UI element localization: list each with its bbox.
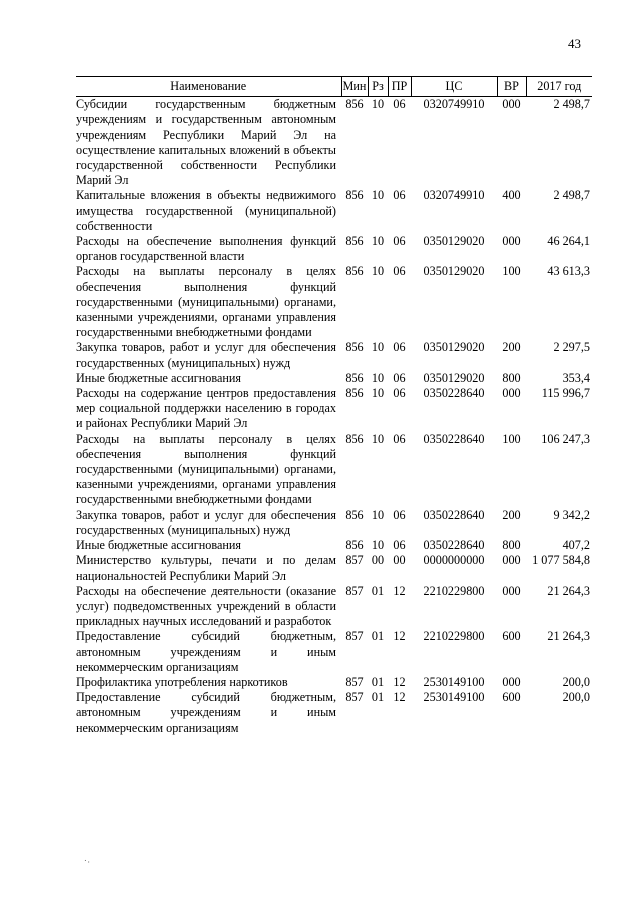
table-row [76,675,592,690]
row-cs: 0350129020 [423,340,485,355]
row-pr: 06 [393,264,406,279]
row-pr: 06 [393,507,406,522]
row-name: Предоставление субсидий бюджетным, автономным учреждениям и иным некоммерческим организациям [76,690,336,735]
row-rz: 01 [371,629,385,644]
header-cs: ЦС [411,77,497,97]
row-name: Предоставление субсидий бюджетным, автономным учреждениям и иным некоммерческим организациям [76,629,336,674]
row-rz: 10 [371,97,385,112]
row-vr: 000 [502,553,521,568]
row-min: 856 [345,188,364,203]
row-cs: 0350129020 [423,234,485,249]
table-row [76,386,592,432]
row-rz: 00 [371,553,385,568]
row-year: 9 342,2 [553,507,590,522]
row-name: Иные бюджетные ассигнования [76,370,242,385]
row-cs: 2210229800 [423,629,485,644]
row-cs: 0350228640 [423,431,485,446]
row-min: 857 [345,690,364,705]
row-rz: 10 [371,264,385,279]
row-pr: 06 [393,538,406,553]
table-row [76,371,592,386]
row-cs: 0350228640 [423,386,485,401]
table-row [76,690,592,736]
header-year: 2017 год [526,77,592,97]
row-rz: 10 [371,538,385,553]
row-name: Иные бюджетные ассигнования [76,538,242,553]
header-vr: ВР [497,77,526,97]
row-pr: 06 [393,370,406,385]
row-name: Расходы на обеспечение деятельности (оказание услуг) подведомственных учреждений в области прикладных научных исследований и разработок [76,583,336,629]
row-min: 857 [345,583,364,598]
row-vr: 200 [502,340,521,355]
row-vr: 100 [502,264,521,279]
row-vr: 000 [502,234,521,249]
row-min: 856 [345,340,364,355]
table-row [76,234,592,264]
row-year: 1 077 584,8 [532,553,590,568]
row-name: Расходы на выплаты персоналу в целях обеспечения выполнения функций государственными (муниципальными) органами, казенными учреждениями, органами управления государственными внебюджетными фондами [76,431,336,507]
row-year: 43 613,3 [547,264,590,279]
row-min: 856 [345,234,364,249]
row-cs: 2530149100 [423,674,485,689]
row-min: 856 [345,386,364,401]
row-vr: 800 [502,538,521,553]
row-year: 115 996,7 [541,386,590,401]
row-min: 857 [345,629,364,644]
row-vr: 000 [502,674,521,689]
row-cs: 0350228640 [423,507,485,522]
row-vr: 600 [502,629,521,644]
row-cs: 0320749910 [423,97,485,112]
row-cs: 2530149100 [423,690,485,705]
row-name: Профилактика употребления наркотиков [76,674,288,689]
scan-speck: ·. [82,854,91,866]
row-pr: 12 [393,583,406,598]
row-vr: 600 [502,690,521,705]
row-rz: 10 [371,507,385,522]
row-min: 857 [345,553,364,568]
page-number: 43 [568,36,581,51]
row-year: 21 264,3 [547,629,590,644]
row-year: 21 264,3 [547,583,590,598]
row-rz: 01 [371,690,385,705]
row-vr: 400 [502,188,521,203]
table-row [76,188,592,234]
row-rz: 10 [371,386,385,401]
row-name: Расходы на выплаты персоналу в целях обеспечения выполнения функций государственными (муниципальными) органами, казенными учреждениями, органами управления государственными внебюджетными фондами [76,264,336,340]
row-min: 856 [345,264,364,279]
row-rz: 10 [371,340,385,355]
table-row [76,538,592,553]
row-pr: 06 [393,431,406,446]
row-year: 46 264,1 [547,234,590,249]
row-name: Закупка товаров, работ и услуг для обеспечения государственных (муниципальных) нужд [76,507,336,537]
row-pr: 00 [393,553,406,568]
row-vr: 000 [502,583,521,598]
row-cs: 0350228640 [423,538,485,553]
row-name: Расходы на обеспечение выполнения функций органов государственной власти [76,234,336,264]
row-cs: 0350129020 [423,370,485,385]
table-row [76,508,592,538]
row-name: Капитальные вложения в объекты недвижимого имущества государственной (муниципальной) собственности [76,188,336,233]
row-year: 200,0 [562,674,590,689]
row-name: Субсидии государственным бюджетным учреждениям и государственным автономным учреждениям Республики Марий Эл на осуществление капитальных вложений в объекты государственной собственности Республики Марий Эл [76,97,336,188]
row-min: 856 [345,431,364,446]
row-rz: 10 [371,234,385,249]
table-row [76,97,592,189]
row-min: 856 [345,370,364,385]
header-name: Наименование [76,77,341,97]
budget-table [76,76,592,736]
table-body [76,97,592,736]
row-cs: 0320749910 [423,188,485,203]
row-name: Закупка товаров, работ и услуг для обеспечения государственных (муниципальных) нужд [76,340,336,370]
header-min: Мин [341,77,368,97]
row-cs: 0000000000 [423,553,485,568]
row-cs: 2210229800 [423,583,485,598]
row-year: 200,0 [562,690,590,705]
row-pr: 12 [393,690,406,705]
row-cs: 0350129020 [423,264,485,279]
row-pr: 06 [393,234,406,249]
table-row [76,584,592,630]
row-pr: 06 [393,97,406,112]
row-rz: 01 [371,583,385,598]
row-year: 2 498,7 [553,97,590,112]
header-pr: ПР [388,77,411,97]
row-rz: 01 [371,674,385,689]
row-min: 856 [345,538,364,553]
table-row [76,340,592,370]
row-year: 407,2 [562,538,590,553]
row-min: 856 [345,97,364,112]
table-row [76,553,592,583]
table-row [76,264,592,340]
row-pr: 12 [393,629,406,644]
table-row [76,629,592,675]
row-pr: 12 [393,674,406,689]
row-min: 856 [345,507,364,522]
row-pr: 06 [393,188,406,203]
table-header-row [76,77,592,97]
row-vr: 100 [502,431,521,446]
header-rz: Рз [368,77,388,97]
row-vr: 000 [502,386,521,401]
row-vr: 800 [502,370,521,385]
row-pr: 06 [393,386,406,401]
row-vr: 000 [502,97,521,112]
row-year: 2 297,5 [553,340,590,355]
table-row [76,432,592,508]
row-rz: 10 [371,188,385,203]
row-year: 353,4 [562,370,590,385]
row-min: 857 [345,674,364,689]
row-year: 106 247,3 [541,431,590,446]
row-rz: 10 [371,431,385,446]
row-vr: 200 [502,507,521,522]
row-rz: 10 [371,370,385,385]
row-pr: 06 [393,340,406,355]
row-year: 2 498,7 [553,188,590,203]
row-name: Расходы на содержание центров предоставления мер социальной поддержки населению в городах и районах Республики Марий Эл [76,386,336,431]
row-name: Министерство культуры, печати и по делам национальностей Республики Марий Эл [76,553,336,583]
